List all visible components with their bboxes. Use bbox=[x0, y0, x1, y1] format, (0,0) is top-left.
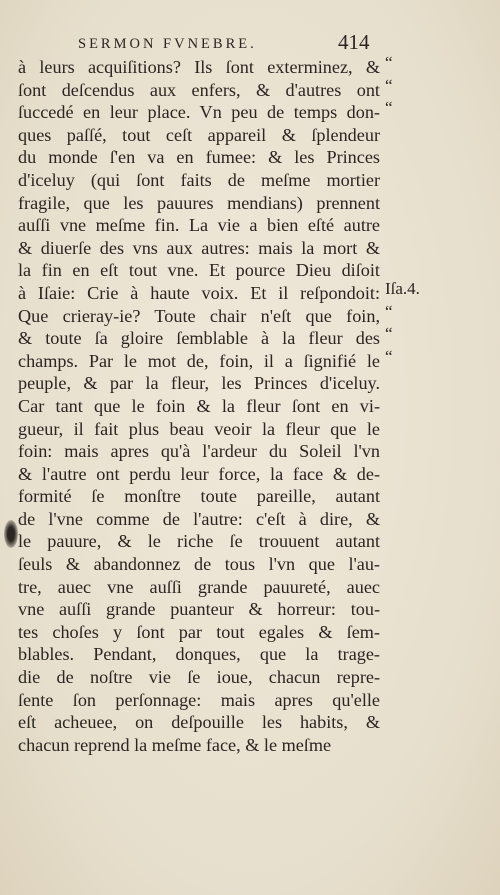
text-line: Que crieray-ie? Toute chair n'eſt que foin, bbox=[18, 305, 380, 326]
text-line: gueur, il fait plus beau veoir la fleur que le bbox=[18, 418, 380, 439]
text-line: la fin en eſt tout vne. Et pource Dieu diſoit bbox=[18, 260, 380, 281]
text-line: ques paſſé, tout ceſt appareil & ſplendeur bbox=[18, 124, 380, 145]
margin-quote-mark: “ bbox=[385, 53, 393, 72]
text-line: ſont deſcendus aux enfers, & d'autres ont bbox=[18, 79, 380, 100]
text-line: champs. Par le mot de, foin, il a ſignifié le bbox=[18, 350, 380, 371]
text-line: Car tant que le foin & la fleur ſont en vi- bbox=[18, 395, 380, 416]
text-line: & l'autre ont perdu leur force, la face & de- bbox=[18, 463, 380, 484]
text-line: le pauure, & le riche ſe trouuent autant bbox=[18, 531, 380, 552]
margin-quote-mark: “ bbox=[385, 346, 393, 366]
margin-quote-mark: “ bbox=[385, 301, 393, 321]
text-line: ſuccedé en leur place. Vn peu de temps don- bbox=[18, 102, 380, 123]
text-line: formité ſe monſtre toute pareille, autant bbox=[18, 486, 380, 507]
text-line: chacun reprend la meſme face, & le meſme bbox=[18, 734, 332, 755]
text-line: auſſi vne meſme fin. La vie a bien eſté autre bbox=[18, 215, 380, 236]
text-line: eſt acheuee, on deſpouille les habits, & bbox=[18, 712, 380, 733]
text-line: tre, auec vne auſſi grande pauureté, auec bbox=[18, 576, 380, 597]
page-header bbox=[78, 30, 428, 56]
text-line: ſeuls & abandonnez de tous l'vn que l'au- bbox=[18, 554, 380, 575]
text-line: à leurs acquiſitions? Ils ſont exterminez, & bbox=[18, 57, 380, 77]
text-line: & toute ſa gloire ſemblable à la fleur des bbox=[18, 328, 380, 349]
text-line: du monde ſ'en va en fumee: & les Princes bbox=[18, 147, 380, 168]
margin-quote-mark: “ bbox=[385, 75, 393, 95]
text-line: d'iceluy (qui ſont faits de meſme mortier bbox=[18, 169, 380, 190]
running-title: SERMON FVNEBRE. bbox=[78, 36, 257, 52]
text-line: ſente ſon perſonnage: mais apres qu'elle bbox=[18, 689, 380, 710]
text-line: vne auſſi grande puanteur & horreur: tou- bbox=[18, 599, 380, 620]
page-number: 414 bbox=[338, 30, 370, 54]
body-text bbox=[18, 56, 380, 756]
margin-quote-mark: “ bbox=[385, 324, 393, 344]
text-line: die de noſtre vie ſe ioue, chacun repre- bbox=[18, 667, 380, 688]
text-line: tes choſes y ſont par tout egales & ſem- bbox=[18, 621, 380, 642]
text-line: fragile, que les pauures mendians) prennent bbox=[18, 192, 380, 213]
text-line: peuple, & par la fleur, les Princes d'iceluy. bbox=[18, 373, 380, 394]
ink-blot bbox=[4, 520, 18, 548]
text-line: blables. Pendant, donques, que la trage- bbox=[18, 644, 380, 665]
text-line: à Iſaie: Crie à haute voix. Et il reſpondoit: bbox=[18, 282, 380, 303]
text-line: foin: mais apres qu'à l'ardeur du Soleil l'vn bbox=[18, 441, 380, 462]
text-line: de l'vne comme de l'autre: c'eſt à dire, & bbox=[18, 508, 380, 529]
margin-quote-mark: “ bbox=[385, 98, 393, 118]
margin-reference: Iſa.4. bbox=[385, 279, 420, 298]
text-line: & diuerſe des vns aux autres: mais la mort & bbox=[18, 237, 380, 258]
